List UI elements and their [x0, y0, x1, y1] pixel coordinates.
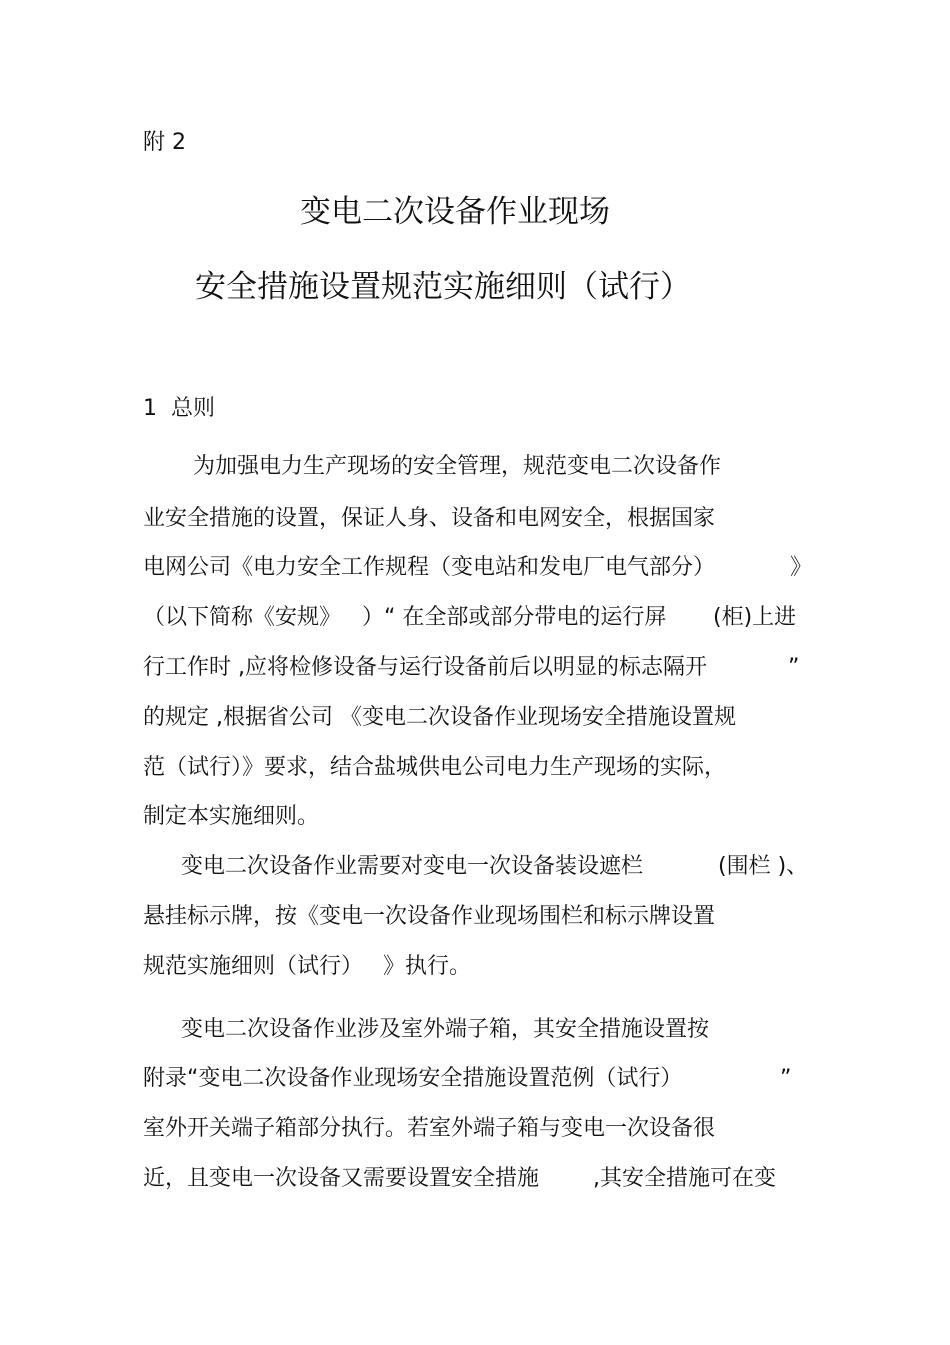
paragraph-1-line-5-end: ” [788, 655, 800, 680]
section-heading: 1 总则 [143, 396, 215, 421]
paragraph-1-line-4-end: (柜)上进 [713, 605, 797, 630]
paragraph-2-line-2: 悬挂标示牌，按《变电一次设备作业现场围栏和标示牌设置 [143, 904, 716, 929]
paragraph-1-line-6: 的规定 ,根据省公司 《变电二次设备作业现场安全措施设置规 [143, 705, 736, 730]
document-title-line-2: 安全措施设置规范实施细则（试行） [195, 269, 691, 305]
paragraph-3-line-3: 室外开关端子箱部分执行。若室外端子箱与变电一次设备很 [143, 1116, 716, 1141]
paragraph-1-line-4-mid: ）“ 在全部或部分带电的运行屏 [362, 605, 667, 630]
paragraph-1-line-5: 行工作时 ,应将检修设备与运行设备前后以明显的标志隔开 [143, 655, 707, 680]
paragraph-2-line-1: 变电二次设备作业需要对变电一次设备装设遮栏 [181, 854, 644, 879]
paragraph-1-line-3-end: 》 [790, 555, 813, 580]
paragraph-3-line-4: 近，且变电一次设备又需要设置安全措施 [143, 1166, 540, 1191]
paragraph-1-line-4: （以下简称《安规》 [143, 605, 342, 630]
paragraph-1-line-3: 电网公司《电力安全工作规程（变电站和发电厂电气部分） [143, 555, 716, 580]
document-title-line-1: 变电二次设备作业现场 [300, 194, 610, 230]
paragraph-1-line-2: 业安全措施的设置，保证人身、设备和电网安全，根据国家 [143, 506, 716, 531]
paragraph-1-line-8: 制定本实施细则。 [143, 804, 320, 829]
attachment-label: 附 2 [143, 130, 186, 155]
paragraph-1-line-7: 范（试行）》要求，结合盐城供电公司电力生产现场的实际， [143, 755, 727, 780]
paragraph-2-line-3: 规范实施细则（试行） [143, 954, 364, 979]
paragraph-2-line-3-end: 》执行。 [383, 954, 472, 979]
paragraph-3-line-2: 附录“变电二次设备作业现场安全措施设置范例（试行） [143, 1066, 683, 1091]
paragraph-3-line-2-end: ” [780, 1066, 792, 1091]
paragraph-1-line-1: 为加强电力生产现场的安全管理，规范变电二次设备作 [193, 454, 722, 479]
paragraph-3-line-1: 变电二次设备作业涉及室外端子箱，其安全措施设置按 [181, 1017, 710, 1042]
paragraph-2-line-1-end: (围栏 )、 [718, 854, 809, 879]
paragraph-3-line-4-end: ,其安全措施可在变 [593, 1166, 776, 1191]
